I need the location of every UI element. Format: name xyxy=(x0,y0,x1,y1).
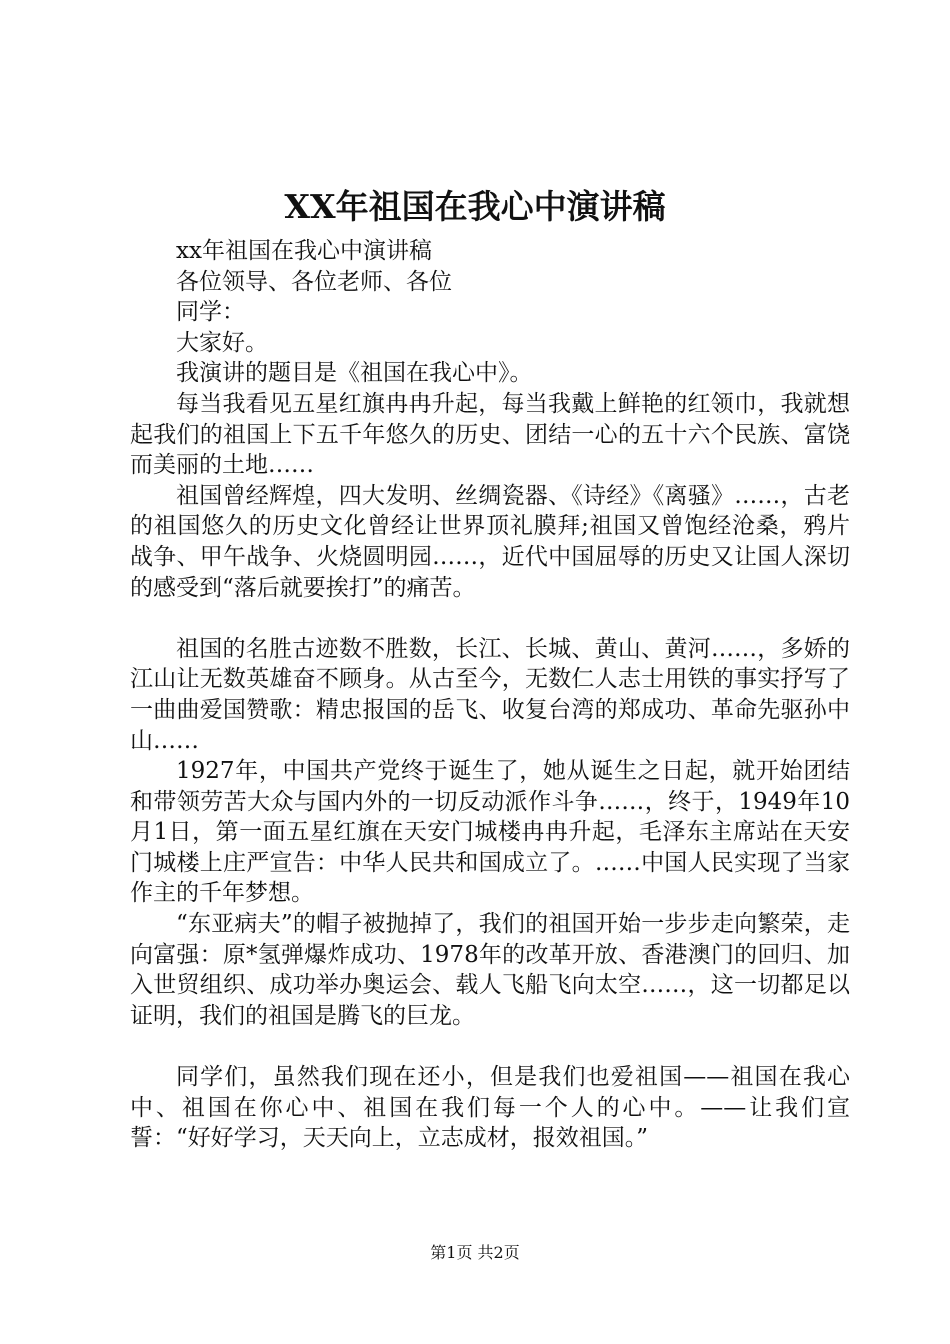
document-title: XX年祖国在我心中演讲稿 xyxy=(284,187,666,226)
page-footer: 第1页 共2页 xyxy=(430,1243,520,1262)
paragraph-prosperity: “东亚病夫”的帽子被抛掉了，我们的祖国开始一步步走向繁荣，走向富强：原*氢弹爆炸成功、1978年的改革开放、香港澳门的回归、加入世贸组织、成功举办奥运会、载人飞船飞向太空……，这一切都足以证明，我们的祖国是腾飞的巨龙。 xyxy=(130,911,850,1029)
paragraph-founding: 1927年，中国共产党终于诞生了，她从诞生之日起，就开始团结和带领劳苦大众与国内外的一切反动派作斗争……，终于，1949年10月1日，第一面五星红旗在天安门城楼冉冉升起，毛泽东主席站在天安门城楼上庄严宣告：中华人民共和国成立了。……中国人民实现了当家作主的千年梦想。 xyxy=(130,758,850,907)
paragraph-salutation-cont: 同学： xyxy=(176,299,245,326)
paragraph-heading-repeat: xx年祖国在我心中演讲稿 xyxy=(176,238,432,264)
paragraph-greeting: 大家好。 xyxy=(176,329,268,356)
document-body xyxy=(130,236,850,1154)
paragraph-pledge: 同学们，虽然我们现在还小，但是我们也爱祖国——祖国在我心中、祖国在你心中、祖国在我们每一个人的心中。——让我们宣誓：“好好学习，天天向上，立志成材，报效祖国。” xyxy=(130,1064,850,1152)
paragraph-flag: 每当我看见五星红旗冉冉升起，每当我戴上鲜艳的红领巾，我就想起我们的祖国上下五千年悠久的历史、团结一心的五十六个民族、富饶而美丽的土地…… xyxy=(130,390,850,479)
paragraph-topic: 我演讲的题目是《祖国在我心中》。 xyxy=(176,360,533,387)
paragraph-landmarks: 祖国的名胜古迹数不胜数，长江、长城、黄山、黄河……，多娇的江山让无数英雄奋不顾身。从古至今，无数仁人志士用铁的事实抒写了一曲曲爱国赞歌：精忠报国的岳飞、收复台湾的郑成功、革命先驱孙中山…… xyxy=(130,635,850,754)
paragraph-history: 祖国曾经辉煌，四大发明、丝绸瓷器、《诗经》《离骚》……，古老的祖国悠久的历史文化曾经让世界顶礼膜拜;祖国又曾饱经沧桑，鸦片战争、甲午战争、火烧圆明园……，近代中国屈辱的历史又让国人深切的感受到“落后就要挨打”的痛苦。 xyxy=(130,482,850,601)
paragraph-salutation: 各位领导、各位老师、各位 xyxy=(176,268,452,295)
